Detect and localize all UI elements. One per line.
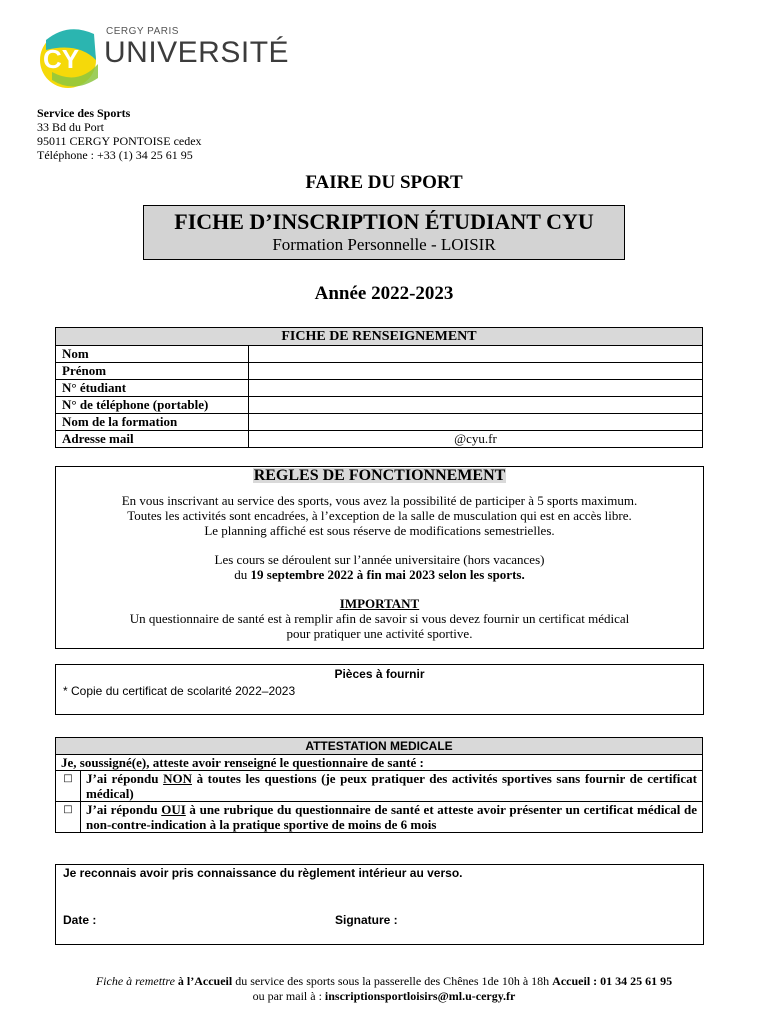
table-row [56, 380, 703, 397]
cy-logo-icon [38, 20, 102, 90]
checkbox-oui[interactable]: □ [56, 802, 81, 833]
city: 95011 CERGY PONTOISE cedex [37, 134, 202, 148]
footer [0, 974, 768, 1004]
acknowledgement-text: Je reconnais avoir pris connaissance du règlement intérieur au verso. [63, 866, 463, 880]
important-heading [56, 596, 703, 611]
table-row [56, 346, 703, 363]
field-label-nom: Nom [56, 346, 249, 363]
footer-line-2: ou par mail à : inscriptionsportloisirs@ml.u-cergy.fr [252, 989, 516, 1003]
page-heading: FAIRE DU SPORT [305, 172, 463, 193]
field-formation[interactable] [249, 414, 703, 431]
table-row [56, 431, 703, 448]
field-phone[interactable] [249, 397, 703, 414]
logo-mark-text: CY [43, 44, 80, 74]
option-oui-text: J’ai répondu OUI à une rubrique du questionnaire de santé et atteste avoir présenter un certificat médical de non-contre-indication à la pratique sportive de moins de 6 mois [81, 802, 703, 833]
form-title: FICHE D’INSCRIPTION ÉTUDIANT CYU [174, 209, 594, 234]
attestation-title: ATTESTATION MEDICALE [56, 738, 703, 755]
important-label: IMPORTANT [339, 596, 420, 611]
field-label-prenom: Prénom [56, 363, 249, 380]
medical-attestation-table [55, 737, 703, 833]
option-non-text: J’ai répondu NON à toutes les questions (je peux pratiquer des activités sportives sans fournir de certificat médical) [81, 771, 703, 802]
logo-name: UNIVERSITÉ [104, 36, 290, 69]
date-label[interactable]: Date : [63, 913, 97, 927]
field-label-student-number: N° étudiant [56, 380, 249, 397]
rules-text: En vous inscrivant au service des sports, vous avez la possibilité de participer à 5 sports maximum. [121, 493, 638, 508]
rules-title: REGLES DE FONCTIONNEMENT [253, 467, 506, 484]
table-row [56, 397, 703, 414]
signature-label[interactable]: Signature : [335, 913, 398, 927]
rules-text: Un questionnaire de santé est à remplir afin de savoir si vous devez fournir un certificat médical [129, 611, 630, 626]
street: 33 Bd du Port [37, 120, 105, 134]
field-student-number[interactable] [249, 380, 703, 397]
table-row [56, 363, 703, 380]
form-title-box [143, 205, 625, 260]
rules-dates-prefix: du [234, 567, 251, 582]
info-table [55, 327, 703, 448]
rules-dates-bold: 19 septembre 2022 à fin mai 2023 selon les sports. [250, 567, 525, 582]
field-label-phone: N° de téléphone (portable) [56, 397, 249, 414]
rules-text: Toutes les activités sont encadrées, à l’exception de la salle de musculation qui est en accès libre. [127, 508, 632, 523]
university-logo [38, 20, 290, 92]
documents-title: Pièces à fournir [334, 667, 425, 681]
field-prenom[interactable] [249, 363, 703, 380]
rules-text: pour pratiquer une activité sportive. [286, 626, 473, 641]
service-name: Service des Sports [37, 106, 131, 120]
logo-city: CERGY PARIS [106, 26, 179, 37]
field-label-email: Adresse mail [56, 431, 249, 448]
rules-dates [56, 567, 703, 582]
rules-text: Le planning affiché est sous réserve de modifications semestrielles. [204, 523, 555, 538]
field-label-formation: Nom de la formation [56, 414, 249, 431]
address-block [37, 106, 202, 162]
documents-box [55, 664, 704, 715]
checkbox-non[interactable]: □ [56, 771, 81, 802]
field-nom[interactable] [249, 346, 703, 363]
rules-text: Les cours se déroulent sur l’année universitaire (hors vacances) [214, 552, 545, 567]
form-subtitle: Formation Personnelle - LOISIR [272, 235, 496, 254]
attestation-intro: Je, soussigné(e), atteste avoir renseigné le questionnaire de santé : [56, 755, 703, 771]
table-row [56, 414, 703, 431]
phone: Téléphone : +33 (1) 34 25 61 95 [37, 148, 193, 162]
attestation-option [56, 802, 703, 833]
field-email[interactable]: @cyu.fr [249, 431, 703, 448]
documents-item: * Copie du certificat de scolarité 2022–2023 [63, 684, 296, 698]
rules-box [55, 466, 704, 649]
attestation-option [56, 771, 703, 802]
rules-acknowledgement-box [55, 864, 704, 945]
footer-email[interactable]: inscriptionsportloisirs@ml.u-cergy.fr [324, 989, 516, 1003]
academic-year: Année 2022-2023 [314, 283, 454, 304]
info-table-title: FICHE DE RENSEIGNEMENT [56, 328, 703, 346]
footer-line-1: Fiche à remettre à l’Accueil du service des sports sous la passerelle des Chênes 1de 10h à 18h Accueil : 01 34 25 61 95 [95, 974, 673, 988]
